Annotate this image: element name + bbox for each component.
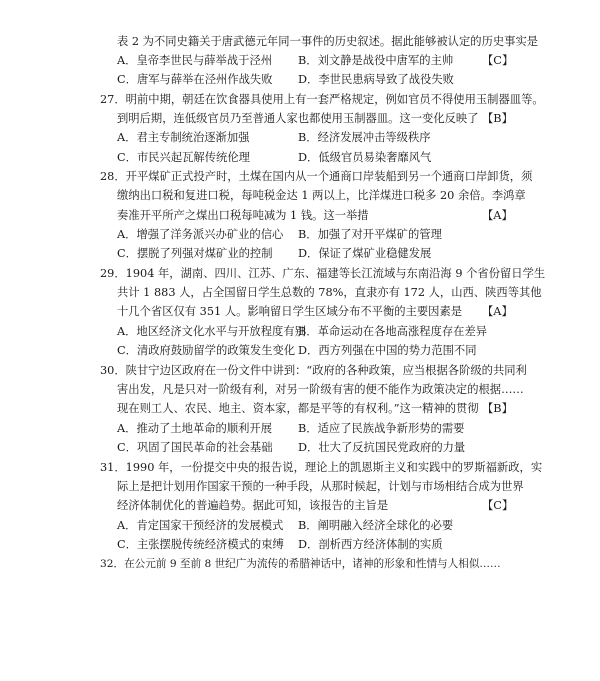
q31-line-3: 经济体制优化的普遍趋势。据此可知，该报告的主旨是 bbox=[117, 499, 389, 512]
q31-option-a: A．肯定国家干预经济的发展模式 bbox=[117, 519, 284, 532]
q30-option-b: B．适应了民族战争新形势的需要 bbox=[298, 422, 465, 435]
q29-line-3: 十几个省区仅有 351 人。影响留日学生区域分布不平衡的主要因素是 bbox=[117, 305, 463, 318]
q28-option-a: A．增强了洋务派兴办矿业的信心 bbox=[117, 228, 284, 241]
q27-option-b: B．经济发展冲击等级秩序 bbox=[298, 131, 431, 144]
q30-line-1: 30．陕甘宁边区政府在一份文件中讲到：“政府的各种政策，应当根据各阶级的共同利 bbox=[100, 364, 527, 377]
intro-option-c: C．唐军与薛举在泾州作战失败 bbox=[117, 73, 273, 86]
q27-option-a: A．君主专制统治逐渐加强 bbox=[117, 131, 250, 144]
q27-option-d: D．低级官员易染奢靡风气 bbox=[298, 151, 432, 164]
q29-option-a: A．地区经济文化水平与开放程度有别 bbox=[117, 325, 306, 338]
q28-line-2: 缴纳出口税和复进口税，每吨税金达 1 两以上，比洋煤进口税多 20 余倍。李鸿章 bbox=[117, 189, 526, 202]
q30-answer: 【B】 bbox=[482, 402, 513, 415]
intro-option-d: D．李世民患病导致了战役失败 bbox=[298, 73, 454, 86]
q30-line-3: 现在则工人、农民、地主、资本家，都是平等的有权利。”这一精神的贯彻 bbox=[117, 402, 479, 415]
q27-line-1: 27．明前中期，朝廷在饮食器具使用上有一套严格规定，例如官员不得使用玉制器皿等。 bbox=[100, 93, 544, 106]
q30-line-2: 害出发，凡是只对一阶级有利，对另一阶级有害的便不能作为政策决定的根据…… bbox=[117, 383, 524, 396]
q28-line-1: 28．开平煤矿正式投产时，土煤在国内从一个通商口岸装船到另一个通商口岸卸货，须 bbox=[100, 170, 533, 183]
q29-line-1: 29．1904 年，湖南、四川、江苏、广东、福建等长江流域与东南沿海 9 个省份留日学生 bbox=[100, 267, 546, 280]
q27-answer: 【B】 bbox=[482, 112, 513, 125]
q29-option-b: B．革命运动在各地高涨程度存在差异 bbox=[298, 325, 488, 338]
q28-line-3: 奏准开平所产之煤出口税每吨减为 1 钱。这一举措 bbox=[117, 209, 369, 222]
q32-line-1: 32．在公元前 9 至前 8 世纪广为流传的希腊神话中，诸神的形象和性情与人相似…… bbox=[100, 558, 501, 570]
q30-option-c: C．巩固了国民革命的社会基础 bbox=[117, 441, 273, 454]
q30-option-d: D．壮大了反抗国民党政府的力量 bbox=[298, 441, 466, 454]
q28-option-c: C．摆脱了列强对煤矿业的控制 bbox=[117, 247, 273, 260]
q29-line-2: 共计 1 883 人，占全国留日学生总数的 78%，直隶亦有 172 人，山西、陕西等其他 bbox=[117, 286, 542, 299]
q31-line-2: 际上是把计划用作国家干预的一种手段，从那时候起，计划与市场相结合成为世界 bbox=[117, 480, 524, 493]
q31-option-c: C．主张摆脱传统经济模式的束缚 bbox=[117, 538, 284, 551]
intro-line-1: 表 2 为不同史籍关于唐武德元年同一事件的历史叙述。据此能够被认定的历史事实是 bbox=[117, 35, 539, 48]
q27-line-2: 到明后期，连低级官员乃至普通人家也都使用玉制器皿。这一变化反映了 bbox=[117, 112, 479, 125]
q31-option-b: B．阐明融入经济全球化的必要 bbox=[298, 519, 454, 532]
intro-answer: 【C】 bbox=[482, 54, 514, 67]
q31-option-d: D．剖析西方经济体制的实质 bbox=[298, 538, 443, 551]
q29-option-c: C．清政府鼓励留学的政策发生变化 bbox=[117, 344, 296, 357]
q28-option-d: D．保证了煤矿业稳健发展 bbox=[298, 247, 432, 260]
q29-option-d: D．西方列强在中国的势力范围不同 bbox=[298, 344, 477, 357]
q28-option-b: B．加强了对开平煤矿的管理 bbox=[298, 228, 442, 241]
intro-option-a: A．皇帝李世民与薛举战于泾州 bbox=[117, 54, 273, 67]
intro-option-b: B．刘文静是战役中唐军的主帅 bbox=[298, 54, 454, 67]
q31-answer: 【C】 bbox=[482, 499, 514, 512]
q31-line-1: 31．1990 年，一份提交中央的报告说，理论上的凯恩斯主义和实践中的罗斯福新政，实 bbox=[100, 461, 543, 474]
q30-option-a: A．推动了土地革命的顺利开展 bbox=[117, 422, 273, 435]
q28-answer: 【A】 bbox=[482, 209, 513, 222]
q29-answer: 【A】 bbox=[482, 305, 513, 318]
q27-option-c: C．市民兴起瓦解传统伦理 bbox=[117, 151, 250, 164]
